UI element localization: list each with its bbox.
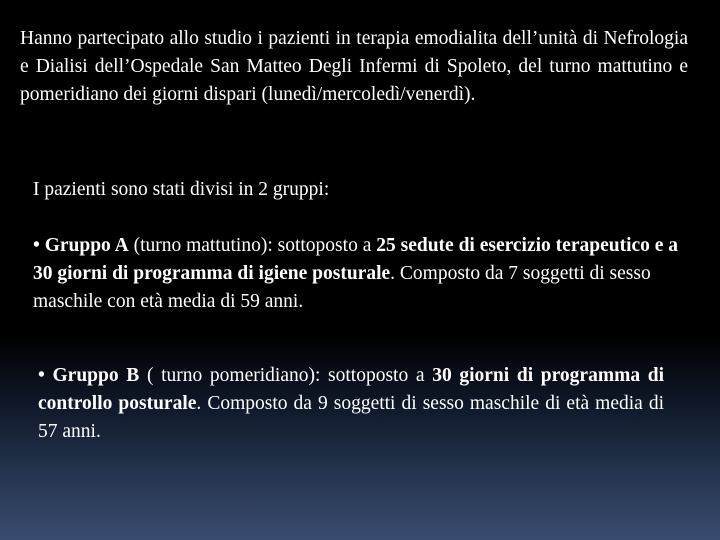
group-a-shift: (turno mattutino): sottoposto a [128, 235, 377, 256]
group-b-program: 30 giorni di programma di controllo posturale [38, 365, 664, 414]
groups-heading [33, 176, 693, 204]
group-a-name: Gruppo A [44, 235, 129, 256]
group-b-paragraph [38, 362, 664, 446]
groups-heading-text: I pazienti sono stati divisi in 2 gruppi: [33, 179, 330, 200]
group-a-paragraph [33, 232, 693, 316]
group-b-end-punct: . [196, 393, 202, 414]
group-a-sessions: 25 sedute di esercizio terapeutico e a 30 giorni di programma di igiene posturale [33, 235, 679, 284]
group-b-composition: Composto da 9 soggetti di sesso maschile di età media di 57 anni. [38, 393, 665, 442]
group-a-composition: Composto da 7 soggetti di sesso maschile con età media di 59 anni. [33, 263, 651, 312]
group-a-bullet: • [33, 235, 45, 256]
group-b-name: Gruppo B [52, 365, 140, 386]
intro-paragraph [20, 25, 688, 109]
group-b-shift: ( turno pomeridiano): sottoposto a [139, 365, 433, 386]
intro-text: Hanno partecipato allo studio i pazienti in terapia emodialita dell’unità di Nefrologia e Dialisi dell’Ospedale San Matteo Degli Infermi di Spoleto, del turno mattutino e pomeridiano dei giorni dispari (lunedì/mercoledì/venerdì). [20, 28, 688, 105]
group-a-end-punct: . [390, 263, 396, 284]
group-b-bullet: • [38, 365, 53, 386]
